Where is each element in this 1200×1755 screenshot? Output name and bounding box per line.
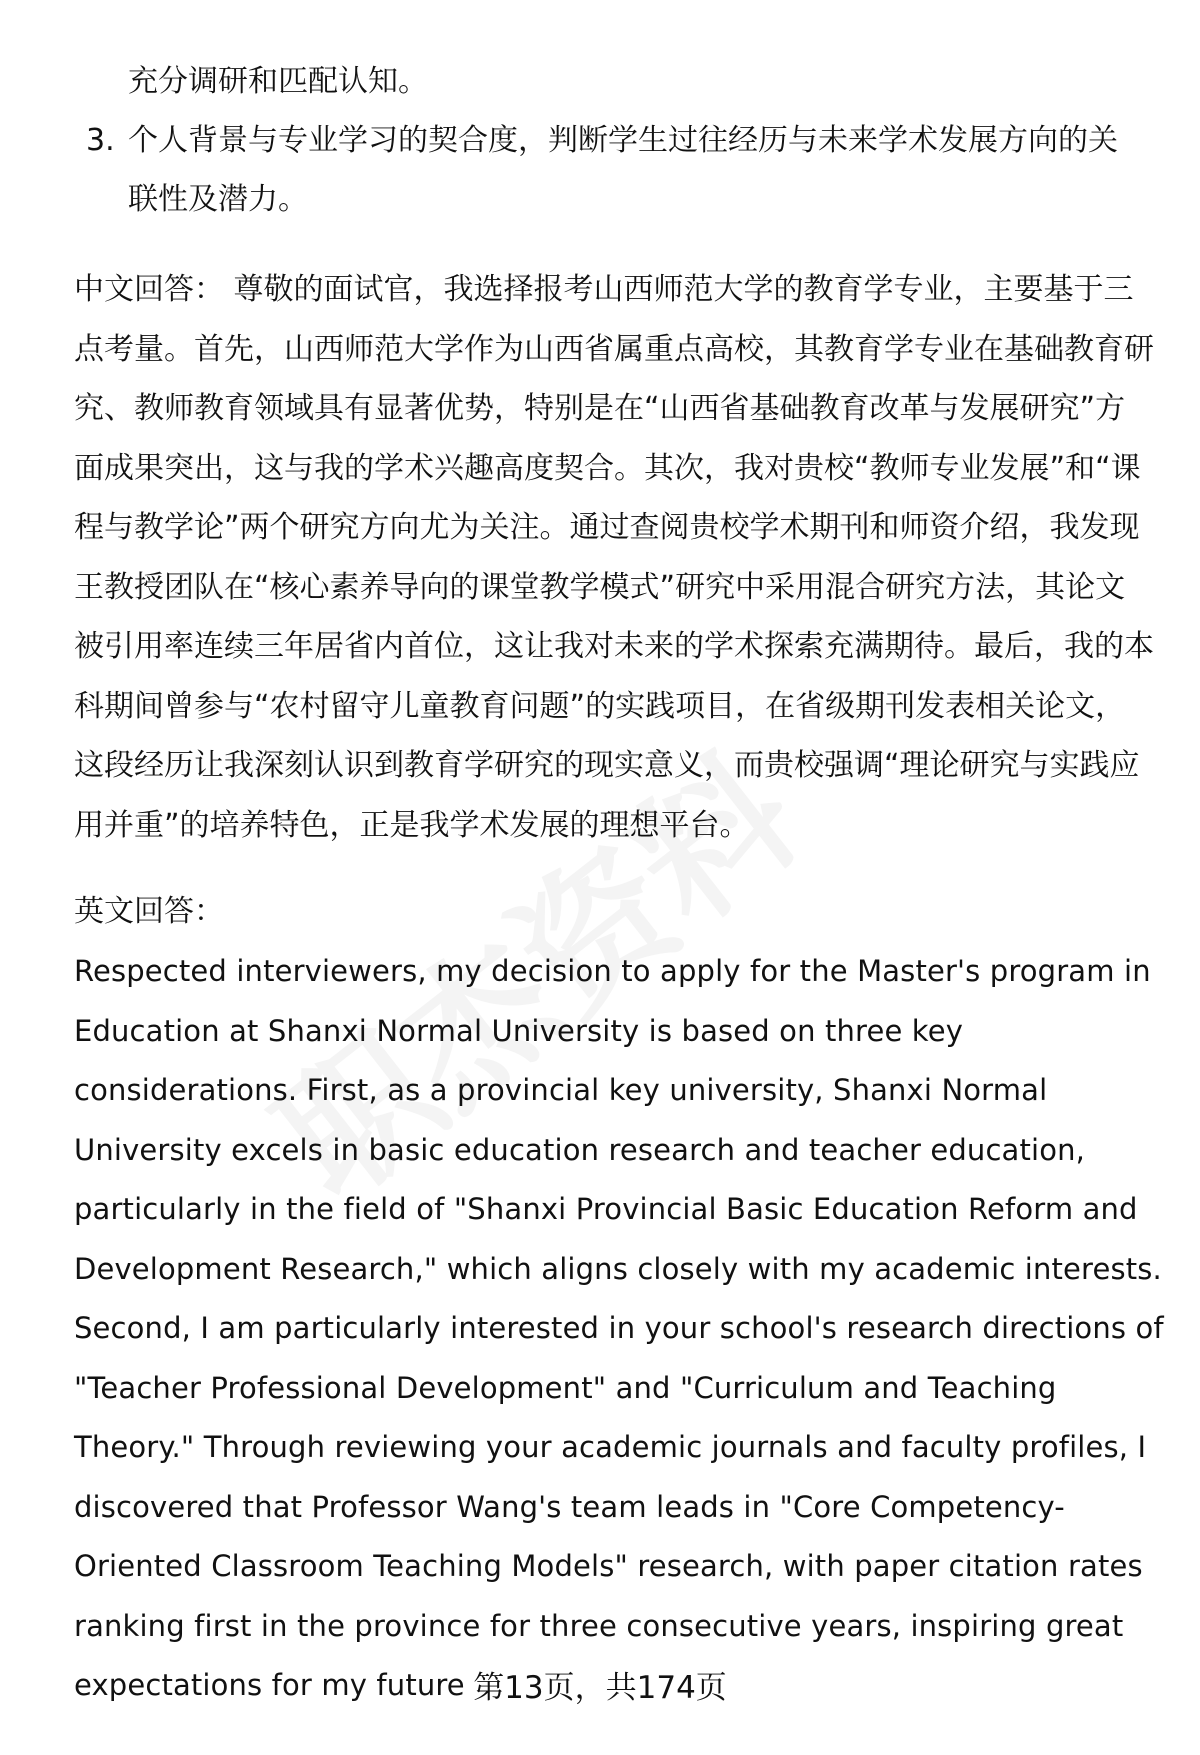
chinese-answer-label: 中文回答： bbox=[74, 272, 224, 307]
list-number: 3. bbox=[86, 123, 115, 158]
english-answer-label: 英文回答： bbox=[74, 894, 224, 929]
continuation-text: 充分调研和匹配认知。 bbox=[128, 64, 428, 99]
chinese-answer-text: 尊敬的面试官，我选择报考山西师范大学的教育学专业，主要基于三点考量。首先，山西师范大学作为山西省属重点高校，其教育学专业在基础教育研究、教师教育领域具有显著优势，特别是在“山西省基础教育改革与发展研究”方面成果突出，这与我的学术兴趣高度契合。其次，我对贵校“教师专业发展”和“课程与教学论”两个研究方向尤为关注。通过查阅贵校学术期刊和师资介绍，我发现王教授团队在“核心素养导向的课堂教学模式”研究中采用混合研究方法，其论文被引用率连续三年居省内首位，这让我对未来的学术探索充满期待。最后，我的本科期间曾参与“农村留守儿童教育问题”的实践项目，在省级期刊发表相关论文，这段经历让我深刻认识到教育学研究的现实意义，而贵校强调“理论研究与实践应用并重”的培养特色，正是我学术发展的理想平台。 bbox=[74, 272, 1154, 843]
chinese-answer-paragraph bbox=[74, 260, 1154, 855]
list-text: 个人背景与专业学习的契合度，判断学生过往经历与未来学术发展方向的关联性及潜力。 bbox=[128, 123, 1118, 217]
page-number-footer: 第13页，共174页 bbox=[473, 1670, 727, 1706]
english-answer-text: Respected interviewers, my decision to apply for the Master's program in Education at Shanxi Normal University is based on three key considerations. First, as a provincial key university, Shanxi Normal University excels in basic education research and teacher education, particularly in the field of "Shanxi Provincial Basic Education Reform and Development Research," which aligns closely with my academic interests. Second, I am particularly interested in your school's research directions of "Teacher Professional Development" and "Curriculum and Teaching Theory." Through reviewing your academic journals and faculty profiles, I discovered that Professor Wang's team leads in "Core Competency-Oriented Classroom Teaching Models" research, with paper citation rates ranking first in the province for three consecutive years, inspiring great expectations for my future bbox=[74, 954, 1164, 1702]
